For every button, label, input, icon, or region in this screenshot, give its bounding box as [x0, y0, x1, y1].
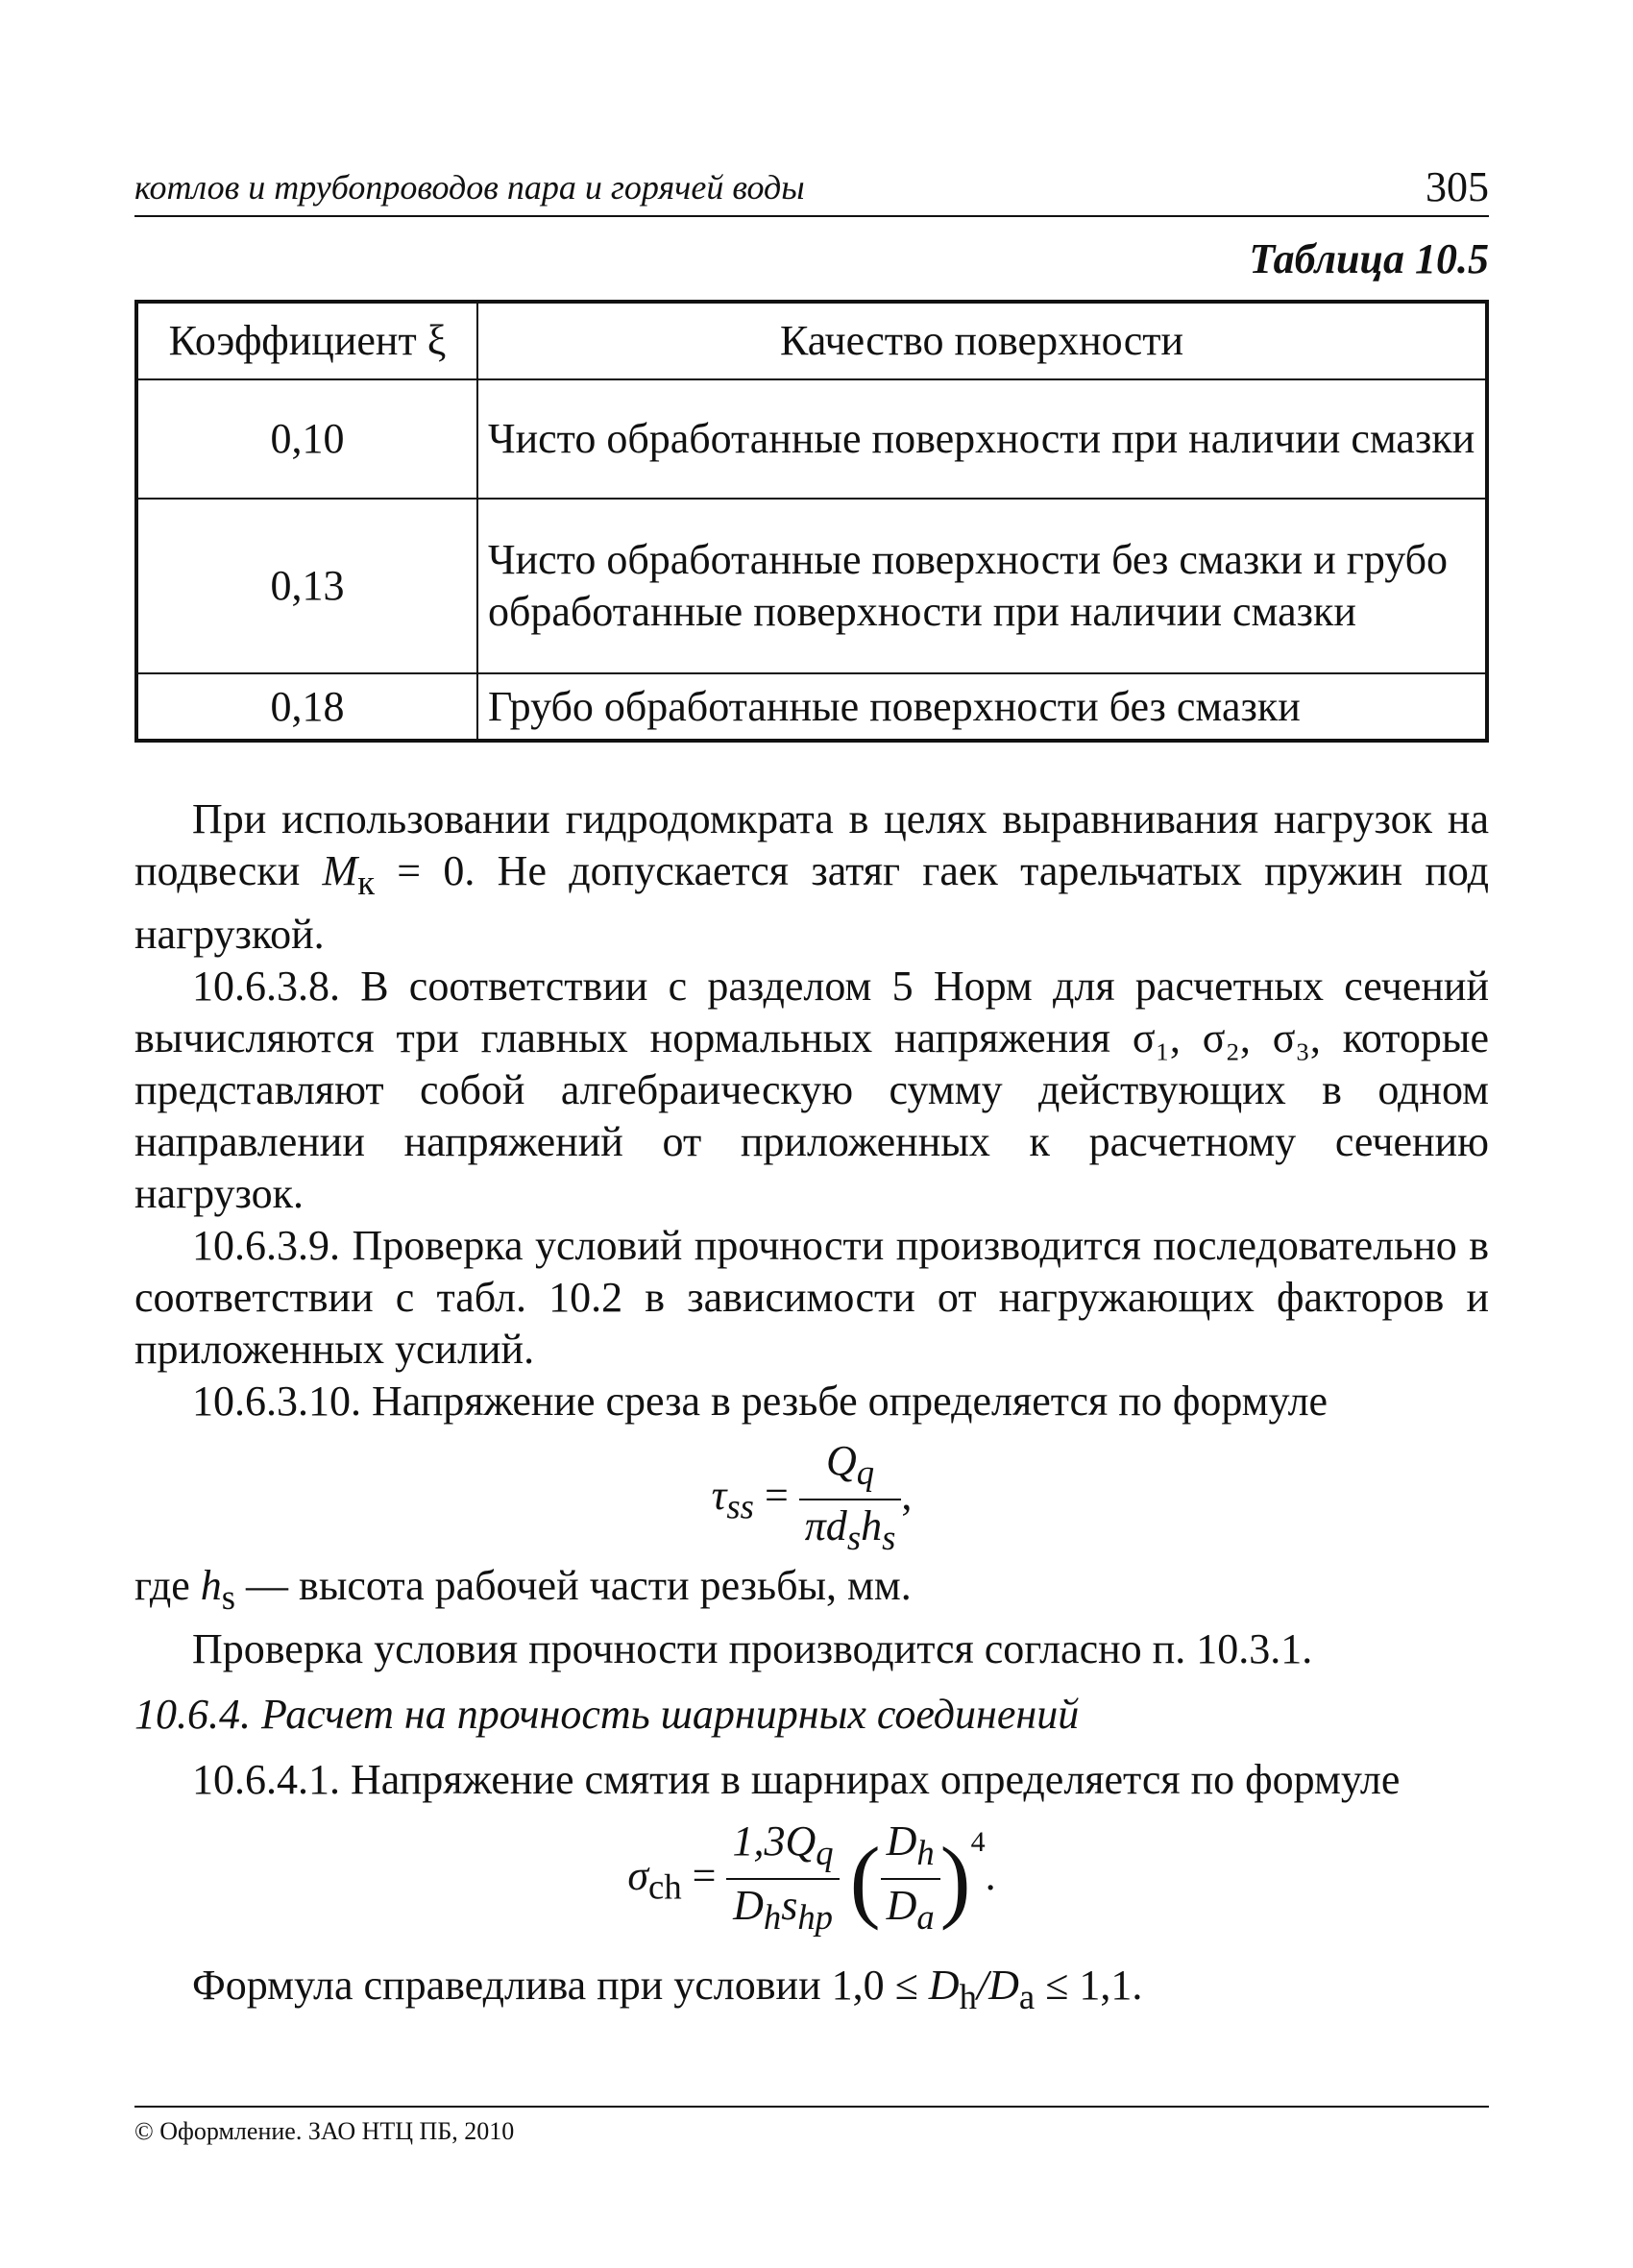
- table-cell-surface-quality: Чисто обработанные поверхности при наличии смазки: [477, 379, 1487, 499]
- table-caption: Таблица 10.5: [1249, 235, 1489, 282]
- running-title: котлов и трубопроводов пара и горячей воды: [134, 168, 805, 207]
- paragraph-10-6-4-1: 10.6.4.1. Напряжение смятия в шарнирах определяется по формуле: [192, 1755, 1401, 1803]
- paragraph-10-6-3-8: 10.6.3.8. В соответствии с разделом 5 Норм для расчетных сечений вычисляются три главных нормальных напряжения σ₁, σ₂, σ₃, которые представляют собой алгебраическую сумму действующих в одном направлении напряжений от приложенных к расчетному сечению нагрузок.: [134, 962, 1489, 1217]
- table-cell-coefficient: 0,13: [136, 499, 477, 673]
- fraction: $\frac{Q_q}{\pi d_sh_s}$: [799, 1435, 902, 1564]
- page-number: 305: [1426, 163, 1489, 210]
- table-cell-surface-quality: Грубо обработанные поверхности без смазки: [477, 673, 1487, 741]
- coefficient-table: [134, 300, 1489, 743]
- section-heading: 10.6.4. Расчет на прочность шарнирных соединений: [134, 1690, 1080, 1738]
- paragraph-check: Проверка условия прочности производится согласно п. 10.3.1.: [192, 1624, 1313, 1672]
- fraction: $\frac{1,3Q_q}{D_hs_{hp}}$: [726, 1816, 839, 1944]
- table-row: [136, 379, 1487, 499]
- paragraph-jack: При использовании гидродомкрата в целях выравнивания нагрузок на подвески $M_к = 0$. Не допускается затяг гаек тарельчатых пружин под нагрузкой.: [134, 795, 1489, 958]
- footer-rule: [134, 2106, 1489, 2108]
- table-cell-coefficient: 0,10: [136, 379, 477, 499]
- footer-copyright: © Оформление. ЗАО НТЦ ПБ, 2010: [134, 2117, 515, 2145]
- body-text: [134, 793, 1489, 2022]
- column-header-surface-quality: Качество поверхности: [477, 302, 1487, 379]
- table-header-row: [136, 302, 1487, 379]
- table-row: [136, 673, 1487, 741]
- formula-shear-stress: $\tau_{ss}$ = $\frac{Q_q}{\pi d_sh_s}$ ,: [134, 1427, 1489, 1560]
- paragraph-10-6-3-10: 10.6.3.10. Напряжение среза в резьбе определяется по формуле: [192, 1377, 1328, 1425]
- table-cell-coefficient: 0,18: [136, 673, 477, 741]
- where-clause: где $h_s$ — высота рабочей части резьбы, мм.: [134, 1561, 912, 1617]
- fraction: $\frac{D_h}{D_a}$: [881, 1816, 940, 1944]
- running-header: [134, 161, 1489, 217]
- paragraph-condition: Формула справедлива при условии $1,0 \le D_h/D_a \le 1,1$.: [192, 1961, 1143, 2016]
- table-row: [136, 499, 1487, 673]
- column-header-coefficient: Коэффициент ξ: [136, 302, 477, 379]
- paragraph-10-6-3-9: 10.6.3.9. Проверка условий прочности производится последовательно в соответствии с табл. 10.2 в зависимости от нагружающих факторов и приложенных усилий.: [134, 1221, 1489, 1373]
- table-cell-surface-quality: Чисто обработанные поверхности без смазки и грубо обработанные поверхности при наличии смазки: [477, 499, 1487, 673]
- formula-bearing-stress: $\sigma_{ch}$ = $\frac{1,3Q_q}{D_hs_{hp}}$ ( $\frac{D_h}{D_a}$ )$^4$.: [134, 1806, 1489, 1960]
